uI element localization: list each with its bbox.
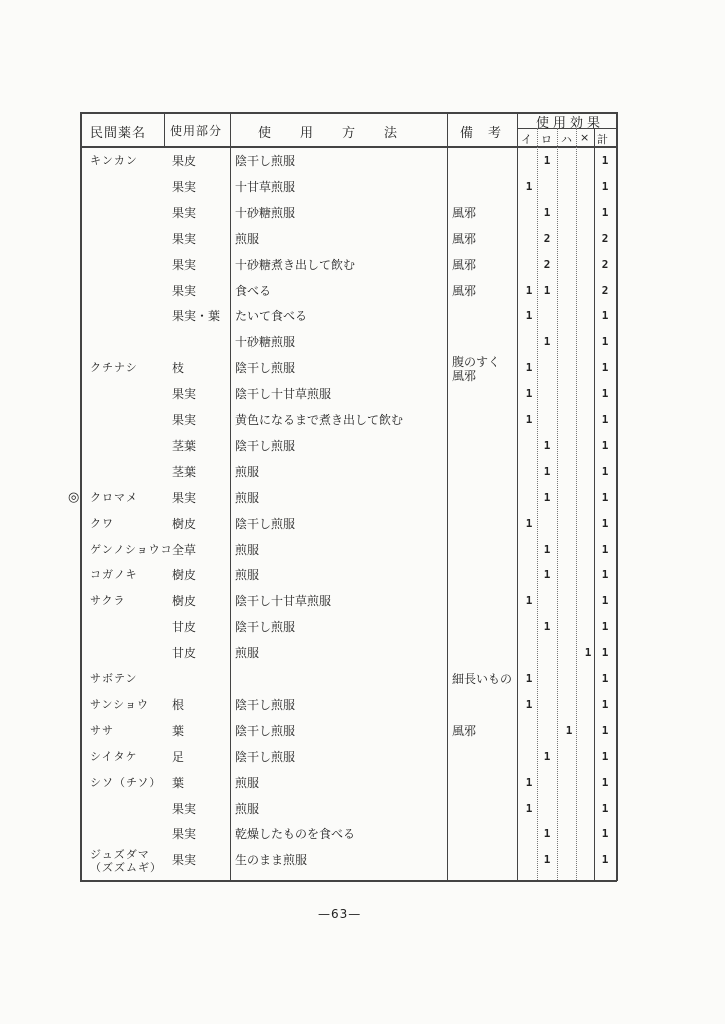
- row-name: サボテン: [90, 672, 138, 685]
- effect-total-value: 1: [601, 646, 609, 659]
- effect-ro-value: 1: [543, 827, 551, 840]
- effect-ro-value: 1: [543, 853, 551, 866]
- effect-total-value: 1: [601, 620, 609, 633]
- effect-total-value: 1: [601, 698, 609, 711]
- row-name: サクラ: [90, 594, 126, 607]
- effect-total-value: 1: [601, 154, 609, 167]
- effect-total-value: 1: [601, 802, 609, 815]
- row-name: クチナシ: [90, 361, 138, 374]
- effect-total-value: 2: [601, 258, 609, 271]
- row-method: 煎服: [235, 232, 260, 246]
- dot-col-2: [557, 128, 558, 880]
- effect-total-value: 1: [601, 776, 609, 789]
- row-part: 葉: [172, 724, 185, 738]
- row-part: 果実: [172, 387, 197, 401]
- row-name: クロマメ: [90, 491, 138, 504]
- row-note: 風邪: [452, 724, 477, 738]
- row-name: シソ（チソ）: [90, 776, 162, 789]
- row-part: 果実: [172, 232, 197, 246]
- dot-col-3: [576, 128, 577, 880]
- header-effect-total: 計: [597, 133, 609, 146]
- header-note: 備 考: [460, 126, 503, 141]
- effect-total-value: 1: [601, 750, 609, 763]
- row-part: 果実: [172, 802, 197, 816]
- row-part: 根: [172, 698, 185, 712]
- effect-i-value: 1: [525, 361, 533, 374]
- row-part: 果実: [172, 827, 197, 841]
- effect-total-value: 1: [601, 672, 609, 685]
- effect-ro-value: 1: [543, 620, 551, 633]
- effect-total-value: 1: [601, 361, 609, 374]
- row-method: 陰干し煎服: [235, 724, 296, 738]
- row-name: シイタケ: [90, 750, 138, 763]
- effect-x-value: 1: [584, 646, 592, 659]
- row-part: 葉: [172, 776, 185, 790]
- row-method: 煎服: [235, 491, 260, 505]
- effect-total-value: 1: [601, 387, 609, 400]
- header-method: 使 用 方 法: [258, 126, 399, 141]
- header-effect-x: ×: [580, 131, 591, 144]
- row-method: 煎服: [235, 646, 260, 660]
- effect-total-value: 1: [601, 206, 609, 219]
- effect-ro-value: 1: [543, 750, 551, 763]
- effect-i-value: 1: [525, 387, 533, 400]
- row-note: 風邪: [452, 206, 477, 220]
- row-method: 陰干し煎服: [235, 361, 296, 375]
- row-method: 陰干し煎服: [235, 154, 296, 168]
- row-method: 陰干し煎服: [235, 750, 296, 764]
- effect-ro-value: 1: [543, 284, 551, 297]
- effect-ro-value: 1: [543, 335, 551, 348]
- effect-total-value: 1: [601, 827, 609, 840]
- row-part: 果実: [172, 853, 197, 867]
- row-part: 足: [172, 750, 185, 764]
- effect-total-value: 1: [601, 465, 609, 478]
- row-name: ササ: [90, 724, 114, 737]
- row-name: クワ: [90, 517, 114, 530]
- header-part: 使用部分: [170, 124, 223, 138]
- page-number: —63—: [318, 907, 362, 921]
- effect-total-value: 2: [601, 232, 609, 245]
- col-sep-effect: [517, 112, 518, 881]
- row-name: キンカン: [90, 154, 138, 167]
- effect-ro-value: 1: [543, 439, 551, 452]
- row-part: 茎葉: [172, 439, 197, 453]
- effect-ro-value: 1: [543, 543, 551, 556]
- row-method: 煎服: [235, 568, 260, 582]
- col-sep-part: [164, 112, 165, 147]
- effect-total-value: 1: [601, 180, 609, 193]
- effect-total-value: 2: [601, 284, 609, 297]
- row-method: 陰干し煎服: [235, 698, 296, 712]
- effect-total-value: 1: [601, 724, 609, 737]
- row-method: 煎服: [235, 465, 260, 479]
- row-method: 乾燥したものを食べる: [235, 827, 356, 841]
- effect-i-value: 1: [525, 776, 533, 789]
- row-note: 風邪: [452, 258, 477, 272]
- row-part: 甘皮: [172, 620, 197, 634]
- effect-total-value: 1: [601, 439, 609, 452]
- row-method: 陰干し十甘草煎服: [235, 594, 332, 608]
- row-note: 腹のすく 風邪: [452, 355, 501, 383]
- effect-ro-value: 2: [543, 258, 551, 271]
- row-method: 陰干し煎服: [235, 517, 296, 531]
- row-method: 陰干し煎服: [235, 439, 296, 453]
- effect-total-value: 1: [601, 543, 609, 556]
- effect-i-value: 1: [525, 517, 533, 530]
- effect-total-value: 1: [601, 568, 609, 581]
- row-part: 全草: [172, 543, 197, 557]
- row-part: 果実: [172, 284, 197, 298]
- header-name: 民間薬名: [90, 126, 147, 141]
- row-name: ジュズダマ （ズズムギ）: [90, 848, 162, 874]
- effect-total-value: 1: [601, 413, 609, 426]
- row-part: 果実・葉: [172, 309, 221, 323]
- header-effect-title: 使用効果: [536, 116, 605, 131]
- row-method: たいて食べる: [235, 309, 308, 323]
- effect-ro-value: 2: [543, 232, 551, 245]
- col-sep-method: [230, 112, 231, 881]
- row-method: 十砂糖煎服: [235, 206, 296, 220]
- row-part: 樹皮: [172, 568, 197, 582]
- row-part: 果実: [172, 180, 197, 194]
- row-note: 風邪: [452, 284, 477, 298]
- row-method: 生のまま煎服: [235, 853, 308, 867]
- row-method: 陰干し煎服: [235, 620, 296, 634]
- effect-ro-value: 1: [543, 206, 551, 219]
- row-name: サンショウ: [90, 698, 149, 711]
- row-part: 枝: [172, 361, 185, 375]
- effect-total-value: 1: [601, 517, 609, 530]
- effect-i-value: 1: [525, 309, 533, 322]
- row-part: 果皮: [172, 154, 197, 168]
- col-sep-note: [447, 112, 448, 881]
- effect-total-value: 1: [601, 309, 609, 322]
- effect-i-value: 1: [525, 672, 533, 685]
- row-name: コガノキ: [90, 568, 138, 581]
- table-bottom-border: [80, 880, 617, 882]
- row-part: 果実: [172, 258, 197, 272]
- effect-i-value: 1: [525, 698, 533, 711]
- row-part: 甘皮: [172, 646, 197, 660]
- effect-i-value: 1: [525, 594, 533, 607]
- effect-ro-value: 1: [543, 568, 551, 581]
- effect-ro-value: 1: [543, 491, 551, 504]
- effect-i-value: 1: [525, 180, 533, 193]
- effect-total-value: 1: [601, 491, 609, 504]
- effect-total-value: 1: [601, 594, 609, 607]
- row-method: 陰干し十甘草煎服: [235, 387, 332, 401]
- header-effect-i: イ: [521, 133, 533, 146]
- row-note: 風邪: [452, 232, 477, 246]
- effect-total-value: 1: [601, 853, 609, 866]
- row-part: 果実: [172, 206, 197, 220]
- row-part: 茎葉: [172, 465, 197, 479]
- row-note: 細長いもの: [452, 672, 513, 686]
- dot-col-1: [537, 128, 538, 880]
- row-method: 十砂糖煎服: [235, 335, 296, 349]
- header-effect-ro: ロ: [541, 133, 553, 146]
- row-method: 黄色になるまで煮き出して飲む: [235, 413, 404, 427]
- row-method: 煎服: [235, 776, 260, 790]
- effect-i-value: 1: [525, 413, 533, 426]
- effect-i-value: 1: [525, 284, 533, 297]
- row-part: 樹皮: [172, 594, 197, 608]
- effect-ro-value: 1: [543, 154, 551, 167]
- table-right-border: [616, 112, 618, 881]
- row-method: 十甘草煎服: [235, 180, 296, 194]
- row-method: 十砂糖煮き出して飲む: [235, 258, 356, 272]
- row-method: 煎服: [235, 543, 260, 557]
- col-sep-total: [594, 128, 595, 881]
- effect-i-value: 1: [525, 802, 533, 815]
- effect-ro-value: 1: [543, 465, 551, 478]
- row-part: 果実: [172, 491, 197, 505]
- effect-ha-value: 1: [565, 724, 573, 737]
- effect-total-value: 1: [601, 335, 609, 348]
- row-part: 果実: [172, 413, 197, 427]
- row-part: 樹皮: [172, 517, 197, 531]
- row-method: 煎服: [235, 802, 260, 816]
- row-name: ゲンノショウコ: [90, 543, 173, 556]
- header-effect-ha: ハ: [561, 133, 573, 146]
- row-method: 食べる: [235, 284, 272, 298]
- table-left-border: [80, 112, 82, 881]
- special-mark: ◎: [68, 490, 80, 505]
